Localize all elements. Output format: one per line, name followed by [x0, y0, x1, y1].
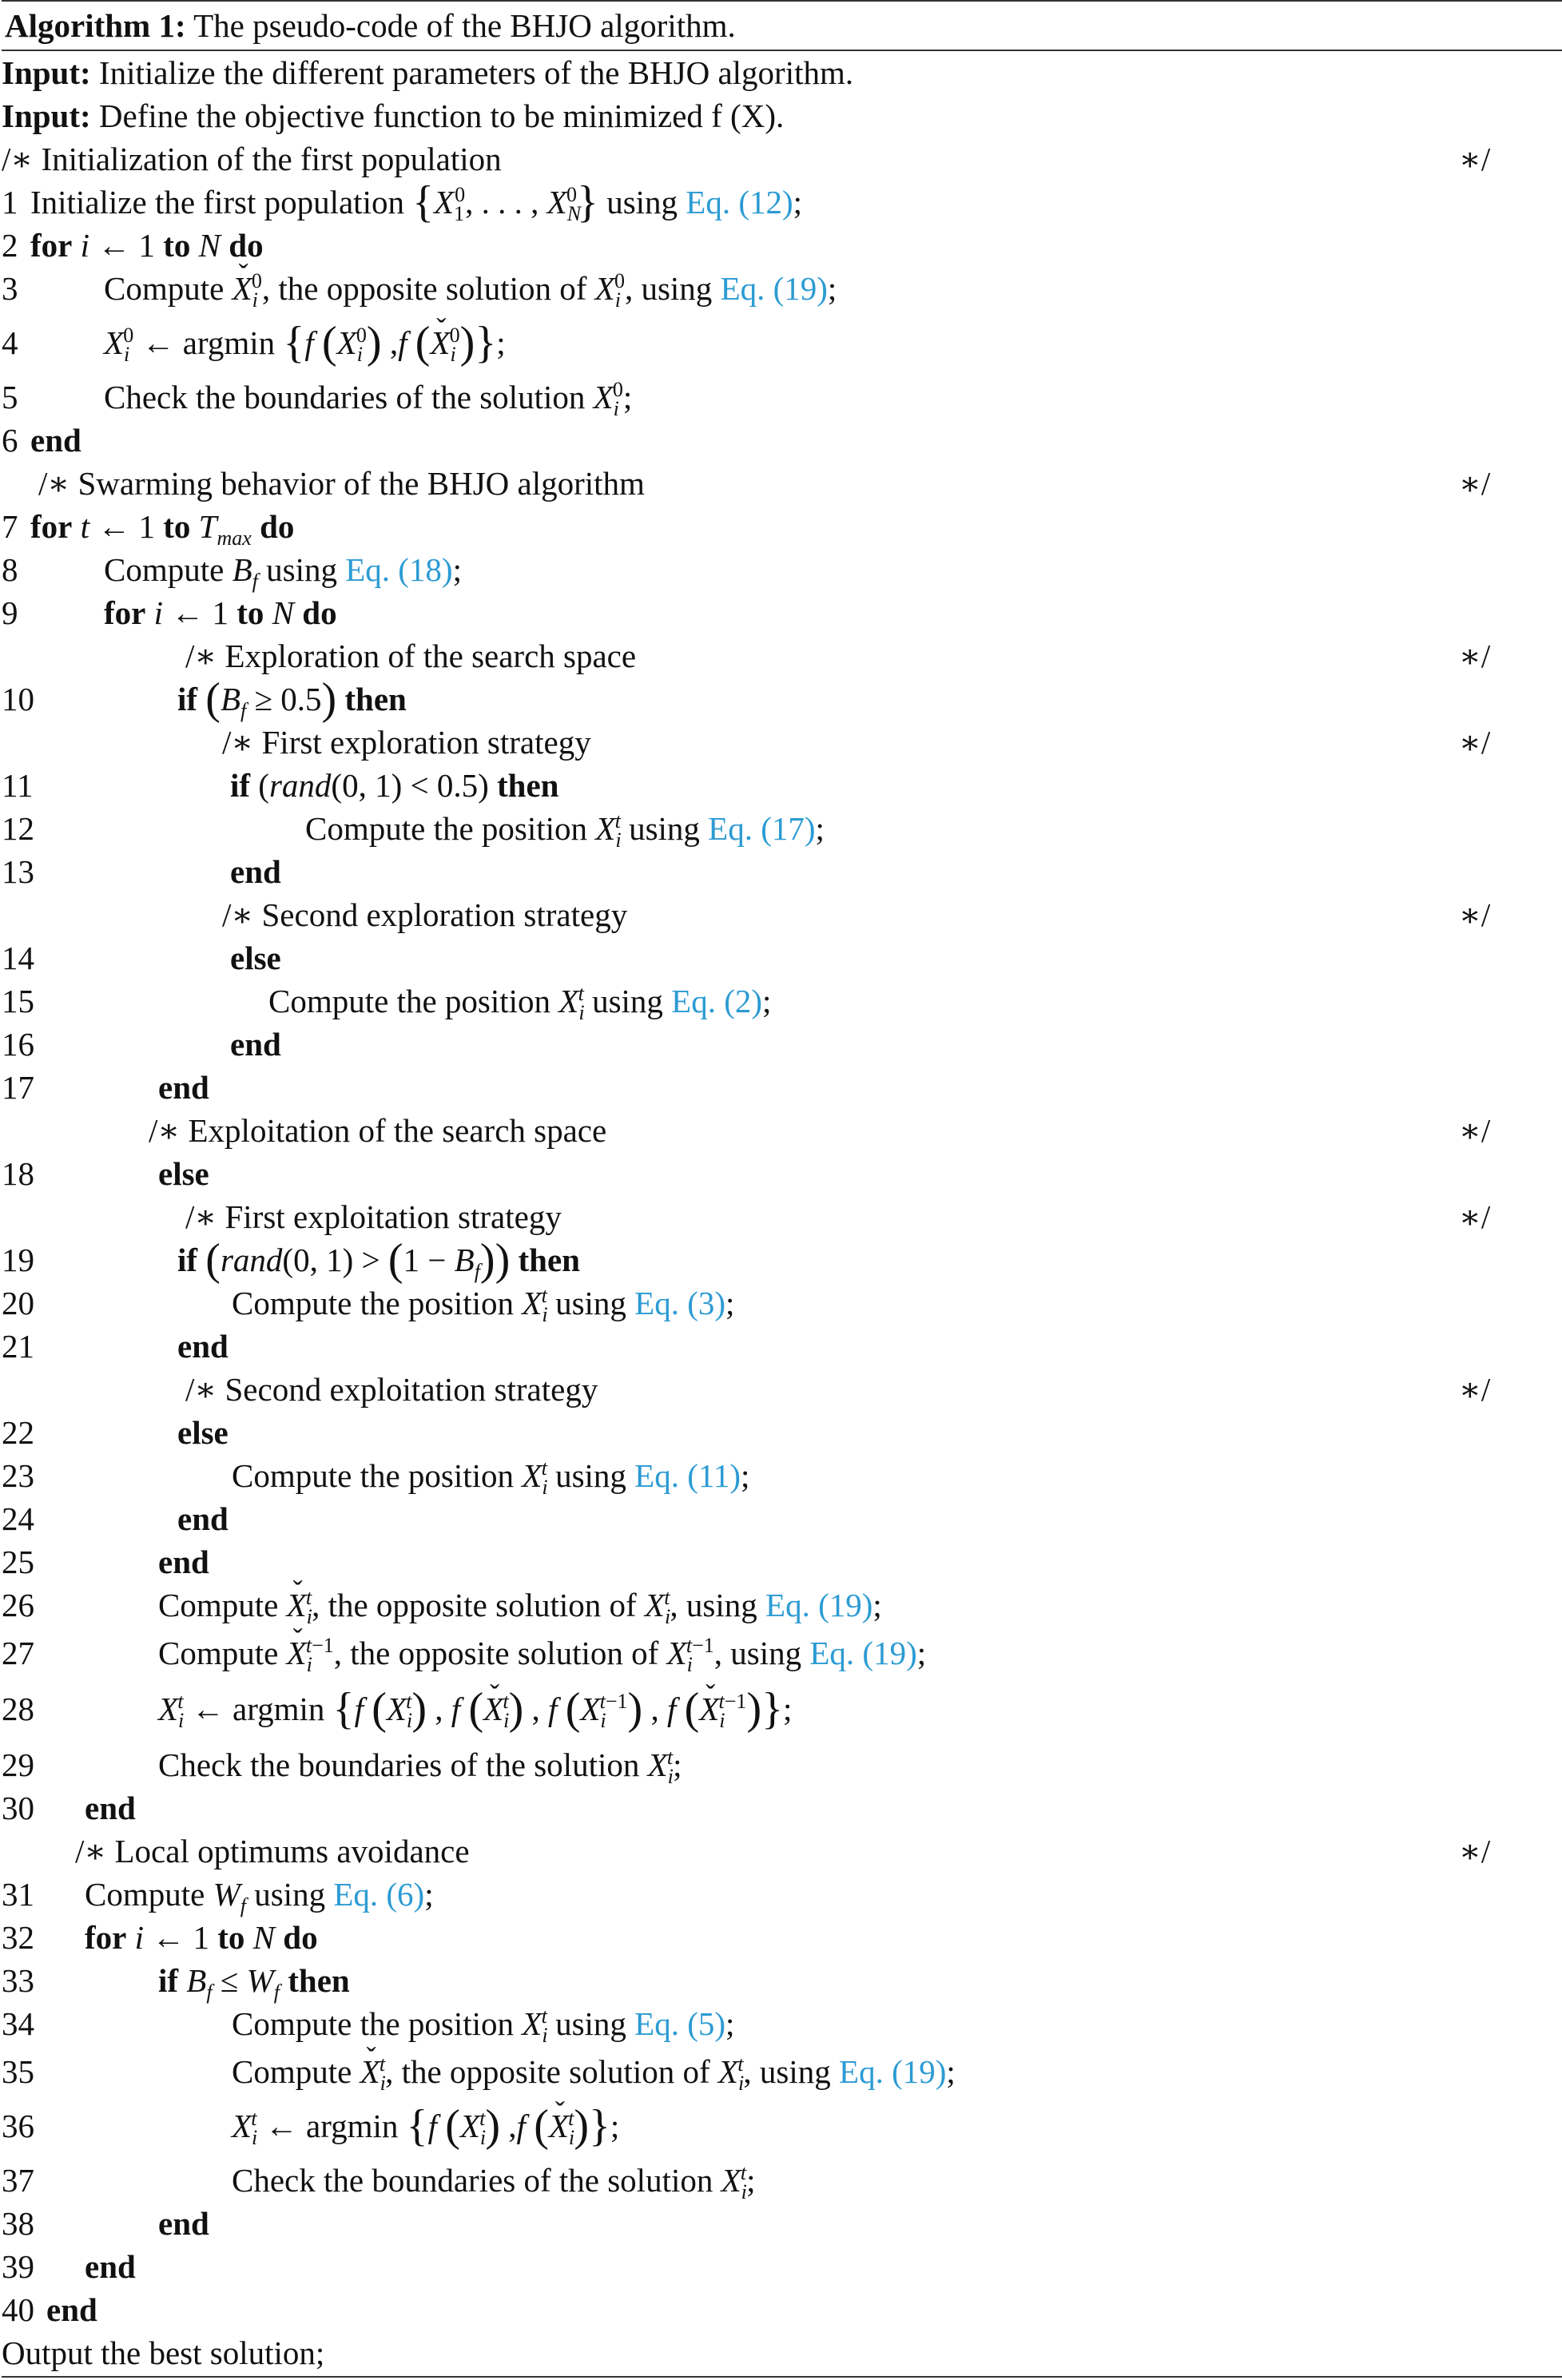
- keyword: end: [230, 1026, 281, 1063]
- keyword: for: [85, 1919, 127, 1956]
- line-body: /∗ Second exploitation strategy: [185, 1371, 598, 1408]
- ref-eq3[interactable]: Eq. (3): [634, 1285, 726, 1321]
- keyword: else: [230, 940, 281, 976]
- algo-line-37: [2, 2159, 1560, 2202]
- keyword: end: [30, 422, 81, 459]
- line-body: [46, 2288, 97, 2331]
- algo-line-17: [2, 1066, 1560, 1109]
- algo-line-26: [2, 1583, 1560, 1627]
- input-label: Input:: [2, 97, 91, 134]
- keyword: then: [518, 1242, 580, 1278]
- line-body: $X_i^0$ ← argmin {f $(X_i^0)$ ,f (ˇ $X_i^0$)};: [104, 321, 506, 364]
- comment-init: [2, 137, 1560, 181]
- keyword: end: [158, 1069, 209, 1106]
- algo-line-3: [2, 267, 1560, 310]
- algo-line-4: [2, 318, 1560, 368]
- line-body: Compute ˇ $X_i^t$, the opposite solution of $X_i^t$, using Eq. (19);: [232, 2050, 956, 2093]
- algo-line-20: [2, 1281, 1560, 1325]
- algo-line-28: [2, 1684, 1560, 1734]
- comment-explore-2: [2, 893, 1560, 936]
- line-body: Initialize the first population {$X_1^0$, . . . , $X_N^0$} using Eq. (12);: [30, 177, 803, 227]
- keyword: do: [260, 508, 295, 545]
- keyword: end: [158, 2205, 209, 2242]
- line-body: Compute $W_f$ using Eq. (6);: [85, 1876, 434, 1918]
- ref-eq18[interactable]: Eq. (18): [345, 551, 453, 588]
- line-body: [158, 1152, 209, 1195]
- line-number: 31: [2, 1876, 34, 1913]
- algo-line-34: [2, 2002, 1560, 2048]
- algo-line-29: [2, 1743, 1560, 1789]
- algo-line-24: [2, 1497, 1560, 1540]
- line-number: 13: [2, 853, 34, 890]
- ref-eq19[interactable]: Eq. (19): [839, 2053, 947, 2090]
- algo-line-36: [2, 2101, 1560, 2151]
- input-text: Initialize the different parameters of the BHJO algorithm.: [90, 54, 854, 91]
- line-body: Check the boundaries of the solution $X_i^t$;: [232, 2161, 756, 2204]
- algo-line-32: [2, 1916, 1560, 1959]
- line-body: Compute $B_f$ using Eq. (18);: [104, 551, 462, 594]
- ref-eq12[interactable]: Eq. (12): [686, 184, 793, 221]
- ref-eq6[interactable]: Eq. (6): [333, 1876, 425, 1913]
- line-body: /∗ First exploration strategy: [222, 724, 591, 761]
- algo-line-8: [2, 548, 1560, 594]
- line-body: Compute ˇ $X_i^0$, the opposite solution of $X_i^0$, using Eq. (19);: [104, 267, 837, 310]
- keyword: end: [177, 1328, 229, 1365]
- comment-close: ∗/: [1459, 1833, 1491, 1869]
- comment-explore-1: [2, 721, 1560, 764]
- algo-line-5: [2, 375, 1560, 419]
- algo-line-25: [2, 1540, 1560, 1583]
- line-body: Compute the position $X_i^t$ using Eq. (5);: [232, 2005, 735, 2048]
- line-number: 12: [2, 810, 34, 847]
- keyword: to: [163, 227, 191, 264]
- keyword: end: [85, 2248, 136, 2285]
- input-line-2: [2, 94, 1560, 137]
- keyword: end: [230, 853, 281, 890]
- keyword: end: [85, 1790, 136, 1826]
- line-body: [230, 1023, 281, 1066]
- input-line-1: [2, 51, 1560, 94]
- line-number: 6: [2, 422, 18, 459]
- line-body: [158, 1540, 209, 1583]
- algo-line-12: [2, 807, 1560, 850]
- algo-line-16: [2, 1023, 1560, 1066]
- line-body: [177, 1325, 229, 1368]
- keyword: end: [46, 2291, 97, 2328]
- line-body: Compute the position $X_i^t$ using Eq. (11);: [232, 1456, 750, 1500]
- line-number: 24: [2, 1500, 34, 1537]
- line-number: 11: [2, 767, 34, 804]
- line-body: if $B_f \le W_f$ then: [158, 1962, 350, 2005]
- algo-line-18: [2, 1152, 1560, 1195]
- ref-eq5[interactable]: Eq. (5): [634, 2005, 726, 2042]
- line-number: 2: [2, 227, 18, 264]
- keyword: do: [229, 227, 264, 264]
- line-body: [158, 2202, 209, 2245]
- algo-line-31: [2, 1873, 1560, 1916]
- keyword: if: [158, 1962, 179, 1999]
- line-number: 21: [2, 1328, 34, 1365]
- keyword: else: [177, 1414, 229, 1451]
- algorithm-box: [2, 0, 1562, 2380]
- algorithm-caption: [5, 6, 736, 45]
- line-number: 25: [2, 1544, 34, 1580]
- line-body: $X_i^t$ ← argmin {f $(X_i^t)$ ,f (ˇ $X_i^t$)};: [232, 2104, 619, 2148]
- line-body: /∗ Exploration of the search space: [185, 638, 637, 674]
- ref-eq19[interactable]: Eq. (19): [720, 270, 828, 307]
- keyword: end: [158, 1544, 209, 1580]
- keyword: then: [288, 1962, 350, 1999]
- algo-line-9: [2, 591, 1560, 634]
- line-number: 16: [2, 1026, 34, 1063]
- algo-line-27: [2, 1631, 1560, 1675]
- comment-exploit-2: [2, 1368, 1560, 1411]
- keyword: end: [177, 1500, 229, 1537]
- line-body: [85, 1786, 136, 1830]
- line-number: 22: [2, 1414, 34, 1451]
- keyword: else: [158, 1155, 209, 1192]
- line-number: 32: [2, 1919, 34, 1956]
- comment-close: ∗/: [1459, 896, 1491, 933]
- algo-line-38: [2, 2202, 1560, 2245]
- algo-line-7: [2, 505, 1560, 548]
- input-label: Input:: [2, 54, 91, 91]
- line-number: 4: [2, 324, 18, 361]
- comment-close: ∗/: [1459, 1371, 1491, 1408]
- algo-line-23: [2, 1454, 1560, 1500]
- comment-close: ∗/: [1459, 141, 1491, 177]
- line-body: [30, 419, 81, 462]
- line-number: 7: [2, 508, 18, 545]
- line-body: for i ← 1 to N do: [104, 594, 337, 631]
- line-body: /∗ Local optimums avoidance: [75, 1833, 470, 1869]
- algo-line-2: [2, 224, 1560, 267]
- keyword: to: [217, 1919, 245, 1956]
- keyword: for: [30, 227, 73, 264]
- keyword: if: [177, 1242, 198, 1278]
- line-number: 36: [2, 2108, 34, 2144]
- line-body: /∗ Exploitation of the search space: [149, 1112, 607, 1149]
- keyword: for: [104, 594, 146, 631]
- keyword: then: [344, 681, 407, 717]
- comment-explore: [2, 634, 1560, 677]
- line-number: 40: [2, 2291, 34, 2328]
- line-number: 27: [2, 1635, 34, 1671]
- line-number: 17: [2, 1069, 34, 1106]
- line-body: if $(B_f \ge 0.5)$ then: [177, 674, 407, 724]
- ref-eq19[interactable]: Eq. (19): [809, 1635, 917, 1671]
- line-body: $X_i^t$ ← argmin {f $(X_i^t)$ , f (ˇ $X_i^t$) , f $(X_i^{t-1})$ , f (ˇ $X_i^{t-1}$)};: [158, 1687, 792, 1730]
- line-number: 33: [2, 1962, 34, 1999]
- output-line: [2, 2331, 1560, 2374]
- comment-close: ∗/: [1459, 1198, 1491, 1235]
- line-body: /∗ Initialization of the first population: [2, 141, 502, 177]
- keyword: for: [30, 508, 73, 545]
- line-number: 9: [2, 594, 18, 631]
- caption-text: The pseudo-code of the BHJO algorithm.: [185, 7, 736, 44]
- bottom-rule: [2, 2376, 1562, 2378]
- keyword: if: [230, 767, 251, 804]
- ref-eq2[interactable]: Eq. (2): [671, 983, 763, 1019]
- algo-line-19: [2, 1235, 1560, 1285]
- line-number: 20: [2, 1285, 34, 1321]
- line-body: /∗ Swarming behavior of the BHJO algorithm: [38, 465, 645, 502]
- algo-line-22: [2, 1411, 1560, 1454]
- algo-line-30: [2, 1786, 1560, 1830]
- line-body: Compute the position $X_i^t$ using Eq. (2);: [268, 982, 772, 1025]
- line-body: [177, 1411, 229, 1454]
- line-body: [230, 850, 281, 893]
- line-number: 38: [2, 2205, 34, 2242]
- line-body: Check the boundaries of the solution $X_i^0$;: [104, 378, 633, 421]
- algo-line-15: [2, 979, 1560, 1023]
- keyword: then: [497, 767, 559, 804]
- algo-line-39: [2, 2245, 1560, 2288]
- line-number: 19: [2, 1242, 34, 1278]
- input-text: Define the objective function to be minimized f (X).: [90, 97, 785, 134]
- comment-close: ∗/: [1459, 638, 1491, 674]
- line-number: 15: [2, 983, 34, 1019]
- line-number: 10: [2, 681, 34, 717]
- line-body: /∗ First exploitation strategy: [185, 1198, 562, 1235]
- line-number: 26: [2, 1587, 34, 1623]
- comment-close: ∗/: [1459, 724, 1491, 761]
- line-number: 5: [2, 379, 18, 415]
- comment-local: [2, 1830, 1560, 1873]
- algo-line-40: [2, 2288, 1560, 2331]
- algo-line-35: [2, 2050, 1560, 2096]
- line-number: 8: [2, 551, 18, 588]
- line-body: for i ← 1 to N do: [30, 227, 264, 264]
- ref-eq11[interactable]: Eq. (11): [634, 1457, 741, 1494]
- line-body: for t ← 1 to $T_{max}$ do: [30, 508, 295, 550]
- comment-close: ∗/: [1459, 1112, 1491, 1149]
- keyword: do: [283, 1919, 318, 1956]
- line-body: Compute the position $X_i^t$ using Eq. (3);: [232, 1284, 735, 1327]
- line-body: /∗ Second exploration strategy: [222, 896, 628, 933]
- algo-line-6: [2, 419, 1560, 462]
- ref-eq17[interactable]: Eq. (17): [708, 810, 816, 847]
- comment-close: ∗/: [1459, 465, 1491, 502]
- comment-exploit: [2, 1109, 1560, 1152]
- keyword: do: [302, 594, 337, 631]
- ref-eq19[interactable]: Eq. (19): [765, 1587, 873, 1623]
- caption-label: Algorithm 1:: [5, 7, 186, 44]
- line-body: Compute ˇ $X_i^t$, the opposite solution of $X_i^t$, using Eq. (19);: [158, 1583, 882, 1627]
- line-body: if (rand(0, $1) > (1 - B_f)$) then: [177, 1235, 580, 1285]
- line-number: 29: [2, 1746, 34, 1783]
- algo-line-10: [2, 674, 1560, 724]
- line-body: [230, 936, 281, 979]
- algo-line-21: [2, 1325, 1560, 1368]
- keyword: to: [236, 594, 264, 631]
- comment-swarm: [2, 462, 1560, 505]
- line-body: [177, 1497, 229, 1540]
- line-body: Output the best solution;: [2, 2334, 325, 2371]
- algo-line-11: [2, 764, 1560, 807]
- top-rule: [2, 0, 1562, 2]
- line-body: Check the boundaries of the solution $X_i^t$;: [158, 1746, 682, 1789]
- algo-line-33: [2, 1959, 1560, 2005]
- algo-line-14: [2, 936, 1560, 979]
- line-number: 34: [2, 2005, 34, 2042]
- line-body: [2, 94, 784, 137]
- algo-line-13: [2, 850, 1560, 893]
- keyword: to: [163, 508, 191, 545]
- line-number: 14: [2, 940, 34, 976]
- line-body: if (rand(0, 1) < 0.5) then: [230, 767, 559, 804]
- keyword: if: [177, 681, 198, 717]
- comment-exploit-1: [2, 1195, 1560, 1238]
- line-body: Compute the position $X_i^t$ using Eq. (17);: [305, 809, 825, 852]
- line-body: [85, 2245, 136, 2288]
- line-number: 39: [2, 2248, 34, 2285]
- line-number: 3: [2, 270, 18, 307]
- line-body: [2, 51, 853, 94]
- line-number: 30: [2, 1790, 34, 1826]
- algo-line-1: [2, 177, 1560, 227]
- line-number: 37: [2, 2162, 34, 2199]
- line-body: [158, 1066, 209, 1109]
- line-number: 1: [2, 184, 18, 221]
- line-number: 18: [2, 1155, 34, 1192]
- line-number: 28: [2, 1691, 34, 1727]
- line-number: 35: [2, 2053, 34, 2090]
- line-body: Compute ˇ $X_i^{t-1}$, the opposite solution of $X_i^{t-1}$, using Eq. (19);: [158, 1631, 926, 1675]
- line-number: 23: [2, 1457, 34, 1494]
- line-body: for i ← 1 to N do: [85, 1919, 318, 1956]
